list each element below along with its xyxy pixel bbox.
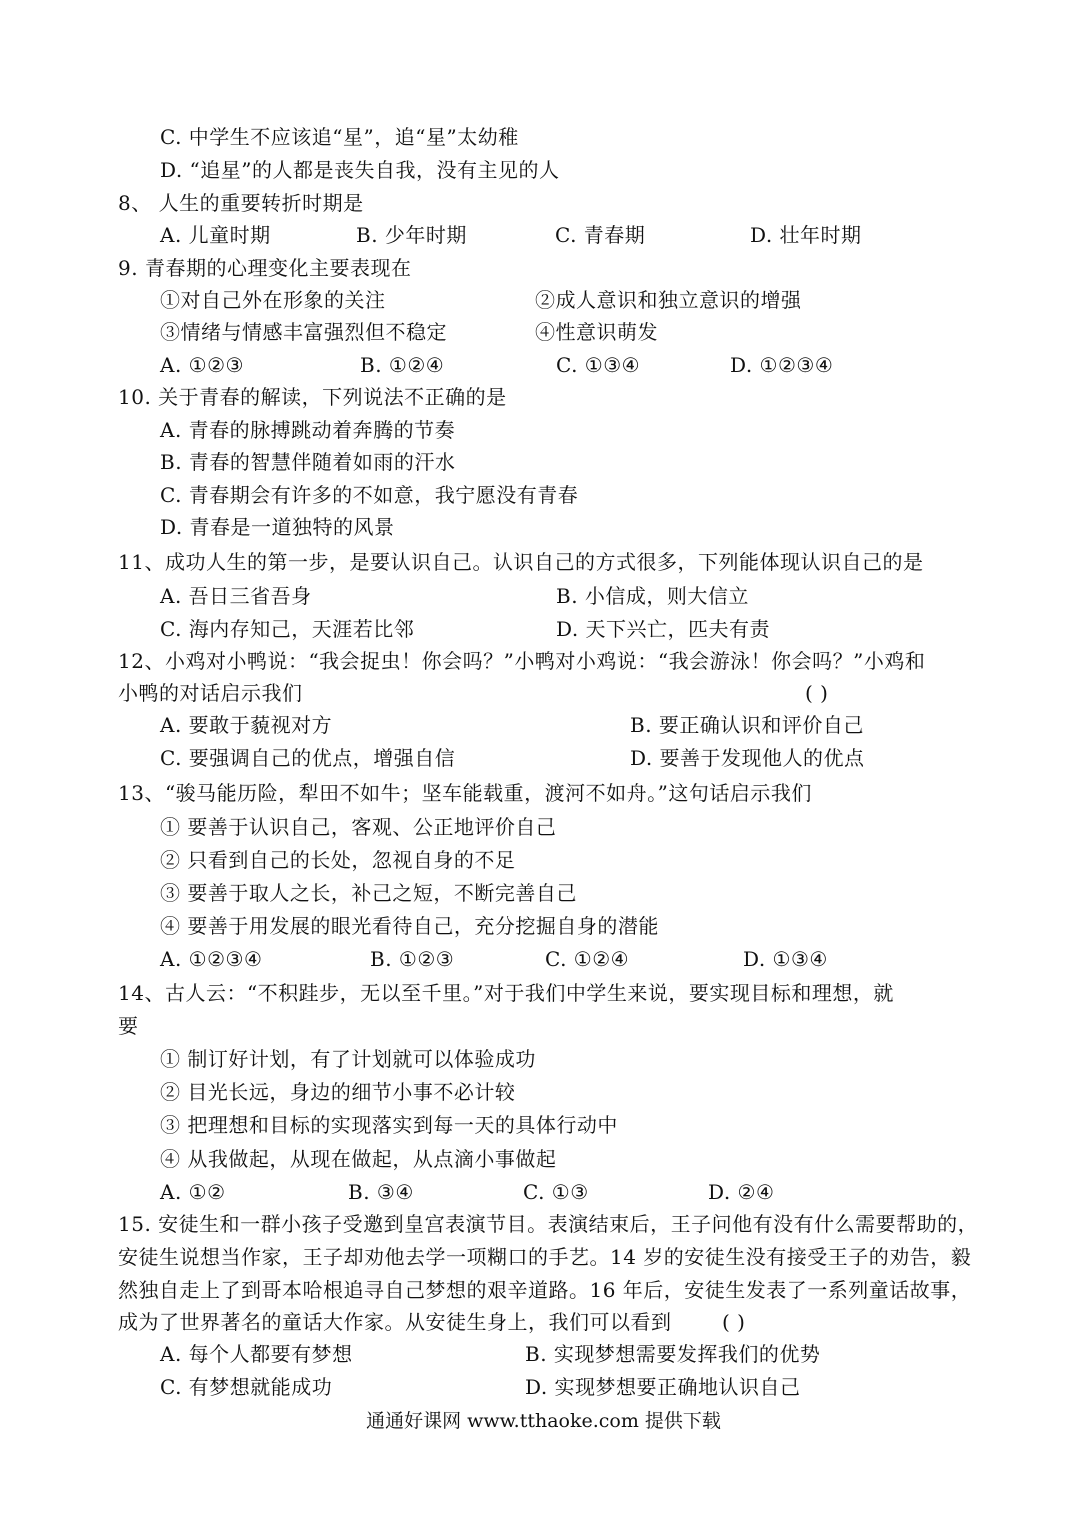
- q14-option-c: C. ①③: [523, 1180, 589, 1204]
- q9-option-c: C. ①③④: [556, 353, 641, 377]
- q15-stem-line2: 安徒生说想当作家，王子却劝他去学一项糊口的手艺。14 岁的安徒生没有接受王子的劝告，毅: [118, 1245, 972, 1269]
- q9-option-a: A. ①②③: [160, 353, 244, 377]
- q14-item-2: ② 目光长远，身边的细节小事不必计较: [160, 1080, 516, 1104]
- q12-option-c: C. 要强调自己的优点，增强自信: [160, 746, 456, 770]
- q8-option-c: C. 青春期: [555, 223, 646, 247]
- q15-option-d: D. 实现梦想要正确地认识自己: [525, 1375, 801, 1399]
- q14-option-d: D. ②④: [708, 1180, 775, 1204]
- q8-option-d: D. 壮年时期: [750, 223, 862, 247]
- q14-stem-line2: 要: [118, 1014, 139, 1038]
- q14-option-a: A. ①②: [160, 1180, 226, 1204]
- q10-option-d: D. 青春是一道独特的风景: [160, 515, 395, 539]
- q9-item-4: ④性意识萌发: [535, 320, 658, 344]
- q15-option-c: C. 有梦想就能成功: [160, 1375, 333, 1399]
- q13-option-d: D. ①③④: [743, 947, 828, 971]
- q7-option-d: D. “追星”的人都是丧失自我，没有主见的人: [160, 158, 560, 182]
- q9-option-d: D. ①②③④: [730, 353, 834, 377]
- q13-item-2: ② 只看到自己的长处，忽视自身的不足: [160, 848, 516, 872]
- q11-option-a: A. 吾日三省吾身: [160, 584, 312, 608]
- q15-option-a: A. 每个人都要有梦想: [160, 1342, 353, 1366]
- q13-item-3: ③ 要善于取人之长，补己之短，不断完善自己: [160, 881, 577, 905]
- q12-option-a: A. 要敢于藐视对方: [160, 713, 333, 737]
- q10-option-c: C. 青春期会有许多的不如意，我宁愿没有青春: [160, 483, 579, 507]
- q9-item-3: ③情绪与情感丰富强烈但不稳定: [160, 320, 447, 344]
- q13-option-b: B. ①②③: [370, 947, 455, 971]
- q10-option-a: A. 青春的脉搏跳动着奔腾的节奏: [160, 418, 456, 442]
- q10-option-b: B. 青春的智慧伴随着如雨的汗水: [160, 450, 456, 474]
- q11-option-c: C. 海内存知己，天涯若比邻: [160, 617, 415, 641]
- q14-option-b: B. ③④: [348, 1180, 414, 1204]
- page-footer: 通通好课网 www.tthaoke.com 提供下载: [366, 1410, 721, 1432]
- q15-answer-blank: ( ): [722, 1310, 746, 1334]
- q11-option-d: D. 天下兴亡，匹夫有责: [556, 617, 771, 641]
- q9-stem: 9. 青春期的心理变化主要表现在: [118, 256, 412, 280]
- q8-option-b: B. 少年时期: [356, 223, 467, 247]
- q14-stem-line1: 14、古人云：“不积跬步，无以至千里。”对于我们中学生来说，要实现目标和理想，就: [118, 981, 894, 1005]
- q9-item-2: ②成人意识和独立意识的增强: [535, 288, 802, 312]
- q13-option-a: A. ①②③④: [160, 947, 263, 971]
- q12-option-d: D. 要善于发现他人的优点: [630, 746, 865, 770]
- q11-option-b: B. 小信成，则大信立: [556, 584, 749, 608]
- q13-item-4: ④ 要善于用发展的眼光看待自己，充分挖掘自身的潜能: [160, 914, 659, 938]
- q12-stem-line1: 12、小鸡对小鸭说：“我会捉虫！你会吗？”小鸭对小鸡说：“我会游泳！你会吗？”小鸡和: [118, 649, 926, 673]
- q12-option-b: B. 要正确认识和评价自己: [630, 713, 864, 737]
- q15-stem-line1: 15. 安徒生和一群小孩子受邀到皇宫表演节目。表演结束后，王子问他有没有什么需要帮助的，: [118, 1212, 979, 1236]
- q9-item-1: ①对自己外在形象的关注: [160, 288, 386, 312]
- q8-stem: 8、 人生的重要转折时期是: [118, 191, 364, 215]
- q7-option-c: C. 中学生不应该追“星”，追“星”太幼稚: [160, 125, 519, 149]
- q12-stem-line2: 小鸭的对话启示我们: [118, 681, 303, 705]
- q14-item-3: ③ 把理想和目标的实现落实到每一天的具体行动中: [160, 1113, 618, 1137]
- q9-option-b: B. ①②④: [360, 353, 445, 377]
- q14-item-4: ④ 从我做起，从现在做起，从点滴小事做起: [160, 1147, 557, 1171]
- q12-answer-blank: ( ): [805, 681, 829, 705]
- q15-option-b: B. 实现梦想需要发挥我们的优势: [525, 1342, 821, 1366]
- q15-stem-line3: 然独自走上了到哥本哈根追寻自己梦想的艰辛道路。16 年后，安徒生发表了一系列童话故事，: [118, 1278, 972, 1302]
- q14-item-1: ① 制订好计划，有了计划就可以体验成功: [160, 1047, 536, 1071]
- q13-stem: 13、“骏马能历险，犁田不如牛；坚车能载重，渡河不如舟。”这句话启示我们: [118, 781, 812, 805]
- q11-stem: 11、成功人生的第一步，是要认识自己。认识自己的方式很多，下列能体现认识自己的是: [118, 550, 924, 574]
- q8-option-a: A. 儿童时期: [160, 223, 271, 247]
- q15-stem-line4: 成为了世界著名的童话大作家。从安徒生身上，我们可以看到: [118, 1310, 672, 1334]
- q10-stem: 10. 关于青春的解读，下列说法不正确的是: [118, 385, 507, 409]
- q13-item-1: ① 要善于认识自己，客观、公正地评价自己: [160, 815, 557, 839]
- q13-option-c: C. ①②④: [545, 947, 630, 971]
